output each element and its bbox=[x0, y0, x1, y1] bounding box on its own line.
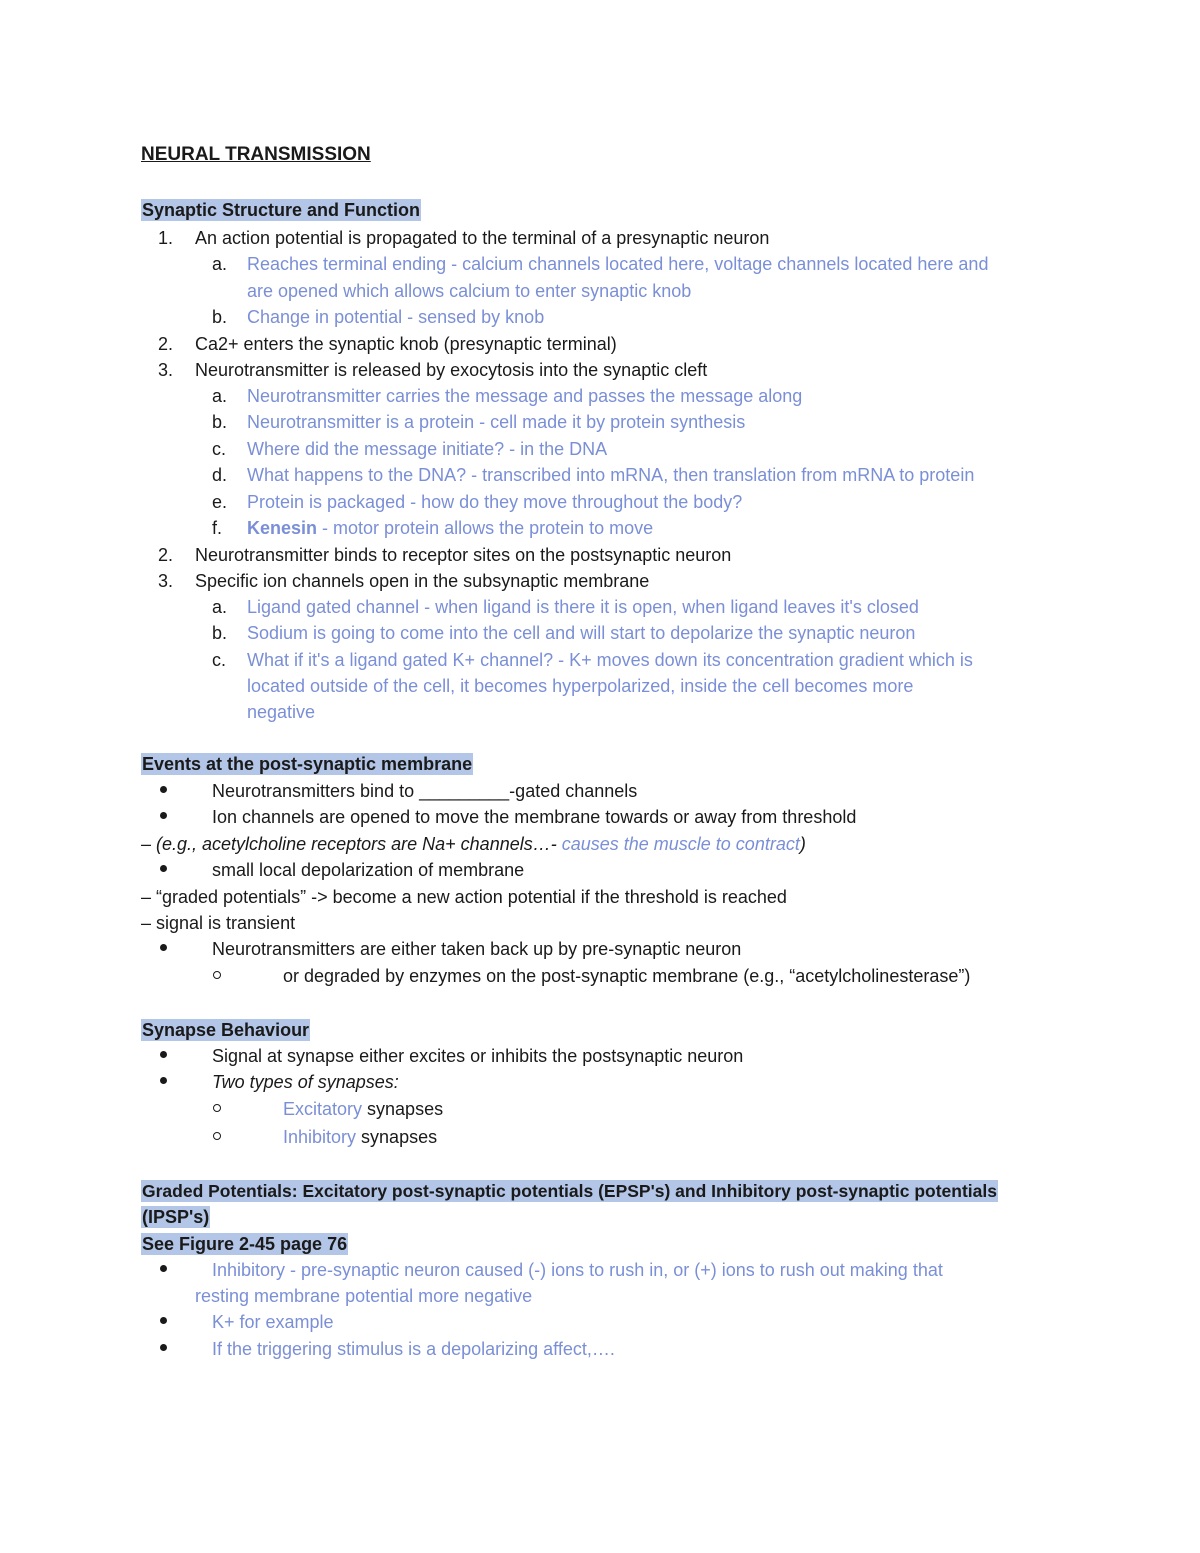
bullet-item: Inhibitory - pre-synaptic neuron caused (-) ions to rush in, or (+) ions to rush out making that bbox=[212, 1260, 943, 1280]
section-heading-continuation: (IPSP's) bbox=[142, 1207, 210, 1227]
list-marker: d. bbox=[212, 465, 228, 485]
bullet-icon bbox=[160, 786, 167, 793]
note-line: – signal is transient bbox=[141, 913, 296, 933]
bullet-icon bbox=[160, 812, 167, 819]
bullet-icon bbox=[160, 1344, 167, 1351]
bullet-icon bbox=[160, 865, 167, 872]
bullet-item: Ion channels are opened to move the membrane towards or away from threshold bbox=[212, 807, 857, 827]
sub-bullet-item: Inhibitory synapses bbox=[283, 1127, 438, 1147]
sub-bullet-icon bbox=[213, 971, 221, 979]
section-heading-graded-potentials: Graded Potentials: Excitatory post-synaptic potentials (EPSP's) and Inhibitory post-synaptic potentials bbox=[142, 1181, 997, 1201]
list-item: Specific ion channels open in the subsynaptic membrane bbox=[195, 571, 650, 591]
document-title: NEURAL TRANSMISSION bbox=[141, 144, 371, 165]
bullet-item: If the triggering stimulus is a depolarizing affect,…. bbox=[212, 1339, 615, 1359]
list-item: Kenesin - motor protein allows the protein to move bbox=[247, 518, 654, 538]
list-marker: 3. bbox=[158, 360, 174, 380]
list-item-continuation: negative bbox=[247, 702, 316, 722]
list-item: Neurotransmitter is released by exocytosis into the synaptic cleft bbox=[195, 360, 708, 380]
sub-bullet-icon bbox=[213, 1104, 221, 1112]
list-item: Where did the message initiate? - in the DNA bbox=[247, 439, 608, 459]
list-marker: c. bbox=[212, 439, 227, 459]
bullet-item: Neurotransmitters are either taken back up by pre-synaptic neuron bbox=[212, 939, 742, 959]
section-heading-post-synaptic: Events at the post-synaptic membrane bbox=[142, 754, 473, 774]
section-heading-synapse-behaviour: Synapse Behaviour bbox=[142, 1020, 310, 1040]
list-item: What if it's a ligand gated K+ channel? - K+ moves down its concentration gradient which is bbox=[247, 650, 973, 670]
bullet-item: Signal at synapse either excites or inhibits the postsynaptic neuron bbox=[212, 1046, 744, 1066]
list-marker: b. bbox=[212, 623, 228, 643]
list-marker: 3. bbox=[158, 571, 174, 591]
sub-bullet-item: or degraded by enzymes on the post-synaptic membrane (e.g., “acetylcholinesterase”) bbox=[283, 966, 971, 986]
list-item: Neurotransmitter carries the message and passes the message along bbox=[247, 386, 803, 406]
list-item: Sodium is going to come into the cell and will start to depolarize the synaptic neuron bbox=[247, 623, 916, 643]
list-marker: 2. bbox=[158, 334, 174, 354]
sub-bullet-item: Excitatory synapses bbox=[283, 1099, 444, 1119]
bullet-item: K+ for example bbox=[212, 1312, 334, 1332]
list-item: Neurotransmitter binds to receptor sites on the postsynaptic neuron bbox=[195, 545, 732, 565]
bullet-icon bbox=[160, 1317, 167, 1324]
bullet-icon bbox=[160, 944, 167, 951]
list-marker: a. bbox=[212, 386, 228, 406]
list-marker: 1. bbox=[158, 228, 174, 248]
note-line: – (e.g., acetylcholine receptors are Na+ channels…- causes the muscle to contract) bbox=[141, 834, 806, 854]
sub-bullet-icon bbox=[213, 1132, 221, 1140]
list-item-continuation: are opened which allows calcium to enter synaptic knob bbox=[247, 281, 692, 301]
list-item: Reaches terminal ending - calcium channels located here, voltage channels located here and bbox=[247, 254, 989, 274]
list-marker: 2. bbox=[158, 545, 174, 565]
list-item: Change in potential - sensed by knob bbox=[247, 307, 545, 327]
list-item: What happens to the DNA? - transcribed into mRNA, then translation from mRNA to protein bbox=[247, 465, 975, 485]
kenesin-term: Kenesin bbox=[247, 518, 318, 538]
list-marker: a. bbox=[212, 597, 228, 617]
bullet-item: small local depolarization of membrane bbox=[212, 860, 525, 880]
figure-reference: See Figure 2-45 page 76 bbox=[142, 1234, 348, 1254]
list-item: Neurotransmitter is a protein - cell made it by protein synthesis bbox=[247, 412, 746, 432]
list-marker: b. bbox=[212, 307, 228, 327]
list-marker: f. bbox=[212, 518, 223, 538]
list-marker: b. bbox=[212, 412, 228, 432]
bullet-icon bbox=[160, 1051, 167, 1058]
bullet-item: Neurotransmitters bind to _________-gated channels bbox=[212, 781, 638, 801]
bullet-icon bbox=[160, 1077, 167, 1084]
bullet-icon bbox=[160, 1265, 167, 1272]
list-item: Ca2+ enters the synaptic knob (presynaptic terminal) bbox=[195, 334, 617, 354]
list-marker: e. bbox=[212, 492, 228, 512]
list-marker: a. bbox=[212, 254, 228, 274]
section-heading-synaptic-structure: Synaptic Structure and Function bbox=[142, 200, 421, 220]
note-line: – “graded potentials” -> become a new action potential if the threshold is reached bbox=[141, 887, 787, 907]
list-item: Ligand gated channel - when ligand is there it is open, when ligand leaves it's closed bbox=[247, 597, 919, 617]
list-item: An action potential is propagated to the terminal of a presynaptic neuron bbox=[195, 228, 770, 248]
bullet-item-continuation: resting membrane potential more negative bbox=[195, 1286, 533, 1306]
bullet-item: Two types of synapses: bbox=[212, 1072, 399, 1092]
list-item-continuation: located outside of the cell, it becomes hyperpolarized, inside the cell becomes more bbox=[247, 676, 914, 696]
list-item: Protein is packaged - how do they move throughout the body? bbox=[247, 492, 743, 512]
list-marker: c. bbox=[212, 650, 227, 670]
